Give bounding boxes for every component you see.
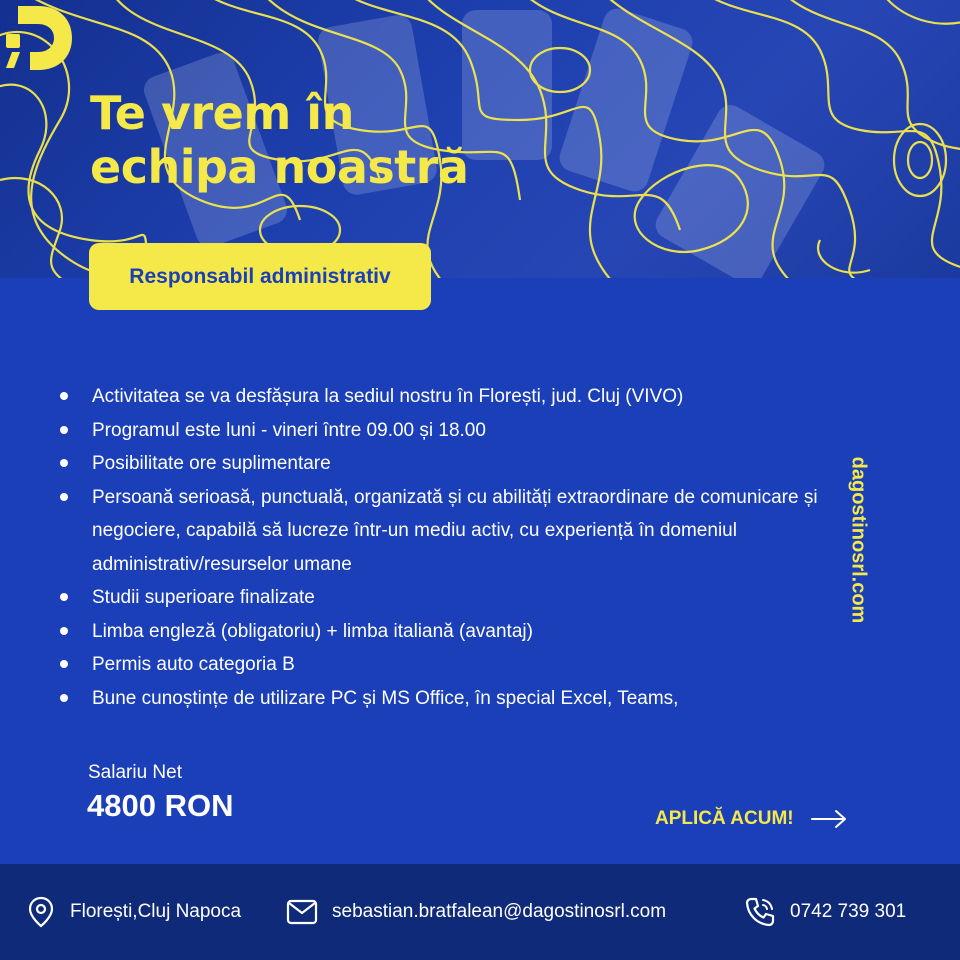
list-item: Persoană serioasă, punctuală, organizată și cu abilități extraordinare de comunicare și negociere, capabilă să lucreze într-un mediu activ, cu experiență în domeniul administrativ/resurselor umane bbox=[58, 481, 818, 582]
headline-line-2: echipa noastră bbox=[90, 140, 469, 194]
position-title: Responsabil administrativ bbox=[129, 264, 391, 288]
email-text[interactable]: sebastian.bratfalean@dagostinosrl.com bbox=[332, 901, 667, 922]
list-item: Limba engleză (obligatoriu) + limba italiană (avantaj) bbox=[58, 615, 818, 649]
headline bbox=[90, 86, 570, 194]
location-pin-icon bbox=[26, 896, 56, 928]
contact-email[interactable] bbox=[286, 864, 666, 960]
list-item: Bune cunoștințe de utilizare PC și MS Office, în special Excel, Teams, bbox=[58, 682, 818, 716]
apply-now-label: APLICĂ ACUM! bbox=[655, 808, 794, 829]
list-item: Posibilitate ore suplimentare bbox=[58, 447, 818, 481]
website-link[interactable]: dagostinosrl.com bbox=[847, 456, 870, 624]
location-text: Florești,Cluj Napoca bbox=[70, 901, 242, 922]
hero-banner bbox=[0, 0, 960, 278]
requirements-list bbox=[58, 380, 818, 715]
list-item: Activitatea se va desfășura la sediul nostru în Florești, jud. Cluj (VIVO) bbox=[58, 380, 818, 414]
position-title-badge bbox=[89, 243, 431, 310]
list-item: Permis auto categoria B bbox=[58, 648, 818, 682]
salary-value: 4800 RON bbox=[87, 788, 234, 823]
contact-phone[interactable] bbox=[744, 864, 906, 960]
headline-line-1: Te vrem în bbox=[90, 86, 354, 140]
contact-location bbox=[26, 864, 241, 960]
phone-text[interactable]: 0742 739 301 bbox=[790, 901, 907, 922]
envelope-icon bbox=[286, 899, 318, 925]
salary-label: Salariu Net bbox=[88, 762, 182, 783]
list-item: Studii superioare finalizate bbox=[58, 581, 818, 615]
company-logo bbox=[0, 0, 76, 76]
arrow-right-icon bbox=[810, 809, 848, 829]
list-item: Programul este luni - vineri între 09.00 și 18.00 bbox=[58, 414, 818, 448]
apply-now-button[interactable] bbox=[655, 804, 848, 834]
phone-icon bbox=[744, 896, 776, 928]
contact-footer bbox=[0, 864, 960, 960]
